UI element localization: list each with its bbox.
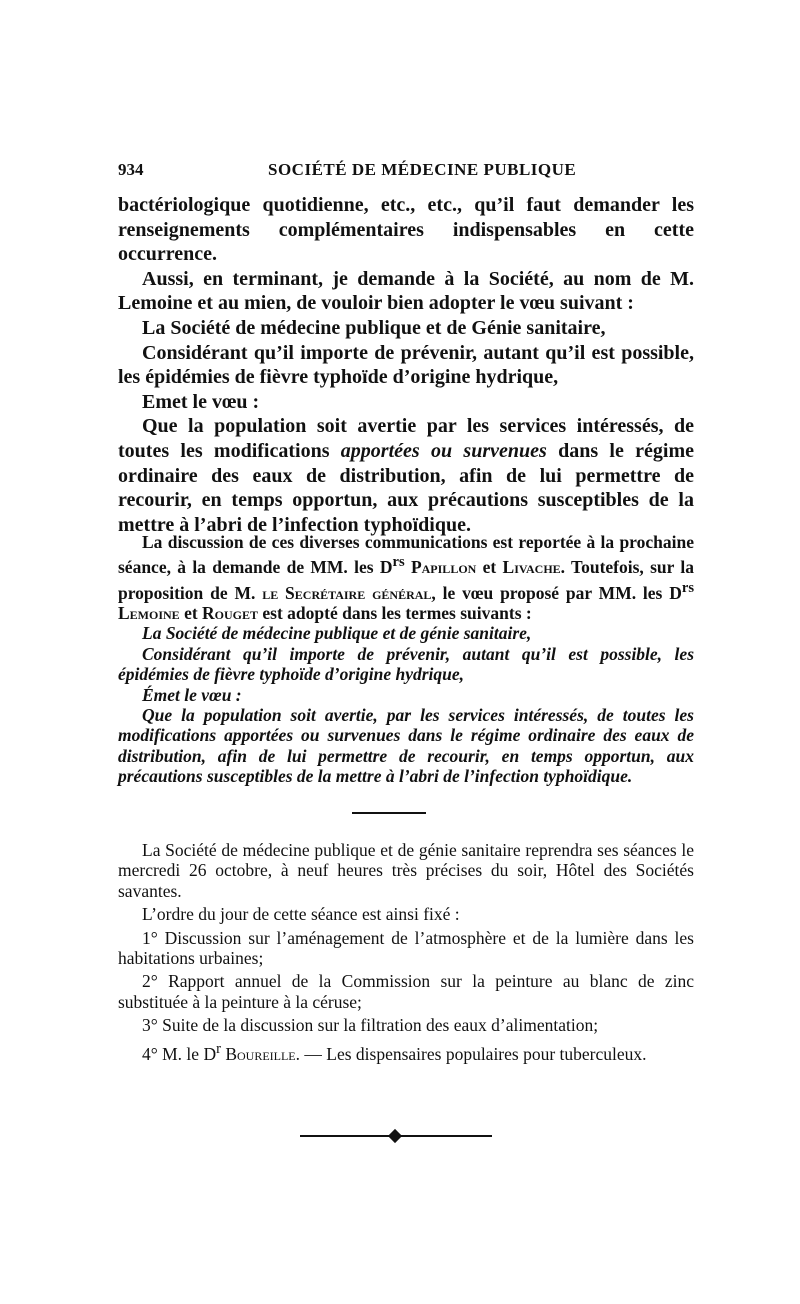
agenda-item	[118, 1039, 694, 1064]
agenda-item: 1° Discussion sur l’aménagement de l’atmosphère et de la lumière dans les habitations urbaines;	[118, 927, 694, 969]
name-livache: Livache	[502, 557, 561, 578]
speech-paragraph: Emet le vœu :	[142, 390, 260, 413]
doctors-superscript: rs	[392, 554, 405, 571]
name-papillon: Papillon	[410, 557, 477, 578]
page-number: 934	[118, 160, 144, 179]
announcement-section	[118, 840, 694, 1067]
discussion-text: est adopté dans les termes suivants :	[258, 602, 532, 623]
agenda-item-text: 4° M. le D	[142, 1043, 217, 1064]
name-lemoine: Lemoine	[118, 602, 180, 623]
speech-paragraph: La Société de médecine publique et de Génie sanitaire,	[142, 316, 606, 339]
ornament-diamond-icon	[388, 1129, 402, 1143]
speech-final-emphasis: apportées ou survenues	[340, 439, 547, 462]
speech-final-paragraph	[118, 414, 694, 537]
resolution-paragraph: Que la population soit avertie, par les services intéressés, de toutes les modifications apportées ou survenues dans le régime ordinaire des eaux de distribution, afin de lui permettre de recourir, en temps opportun, aux précautions susceptibles de la mettre à l’abri de l’infection typhoïdique.	[118, 704, 694, 787]
ornamental-rule	[300, 1130, 492, 1142]
doctor-superscript: r	[216, 1040, 221, 1057]
speech-final-post: dans le régime ordinaire des eaux de distribution, afin de lui permettre de recourir, en temps opportun, aux précautions susceptibles de la mettre à l’abri de l’infection typhoïdique.	[118, 439, 694, 536]
speech-final-pre: Que la population soit avertie par les services intéressés, de toutes les modifications	[118, 415, 694, 462]
discussion-text: et	[179, 602, 203, 623]
name-rouget: Rouget	[202, 602, 259, 623]
name-boureille: Boureille	[225, 1043, 296, 1064]
speech-paragraph: Considérant qu’il importe de prévenir, autant qu’il est possible, les épidémies de fièvre typhoïde d’origine hydrique,	[118, 341, 694, 389]
discussion-section	[118, 532, 694, 787]
speech-paragraph: bactériologique quotidienne, etc., etc., qu’il faut demander les renseignements complémentaires indispensables en cette occurrence.	[118, 194, 694, 266]
discussion-paragraph	[118, 532, 694, 623]
speech-paragraph: Aussi, en terminant, je demande à la Société, au nom de M. Lemoine et au mien, de vouloir bien adopter le vœu suivant :	[118, 267, 694, 315]
discussion-text: et	[476, 557, 503, 578]
section-separator	[352, 812, 426, 814]
announcement-paragraph: La Société de médecine publique et de génie sanitaire reprendra ses séances le mercredi 26 octobre, à neuf heures très précises du soir, Hôtel des Sociétés savantes.	[118, 840, 694, 901]
resolution-paragraph: Émet le vœu :	[142, 684, 242, 705]
discussion-text: . Toutefois, sur la proposition de M.	[118, 557, 695, 603]
agenda-item: 3° Suite de la discussion sur la filtration des eaux d’alimentation;	[142, 1015, 599, 1036]
doctors-superscript: rs	[681, 579, 695, 596]
agenda-item-text: . — Les dispensaires populaires pour tuberculeux.	[295, 1043, 647, 1064]
running-title: SOCIÉTÉ DE MÉDECINE PUBLIQUE	[268, 160, 577, 179]
agenda-item: 2° Rapport annuel de la Commission sur la peinture au blanc de zinc substituée à la peinture à la céruse;	[118, 971, 694, 1012]
agenda-intro: L’ordre du jour de cette séance est ainsi fixé :	[142, 904, 460, 925]
discussion-text: La discussion de ces diverses communications est reportée à la prochaine séance, à la demande de MM. les D	[118, 532, 694, 578]
resolution-paragraph: Considérant qu’il importe de prévenir, autant qu’il est possible, les épidémies de fièvre typhoïde d’origine hydrique,	[118, 643, 694, 685]
resolution-text	[118, 623, 694, 786]
page-header	[118, 160, 694, 186]
resolution-paragraph: La Société de médecine publique et de génie sanitaire,	[142, 623, 532, 644]
speech-section	[118, 193, 694, 537]
discussion-text: , le vœu proposé par MM. les D	[431, 582, 682, 603]
name-secretaire-general: le Secrétaire général	[262, 582, 432, 603]
